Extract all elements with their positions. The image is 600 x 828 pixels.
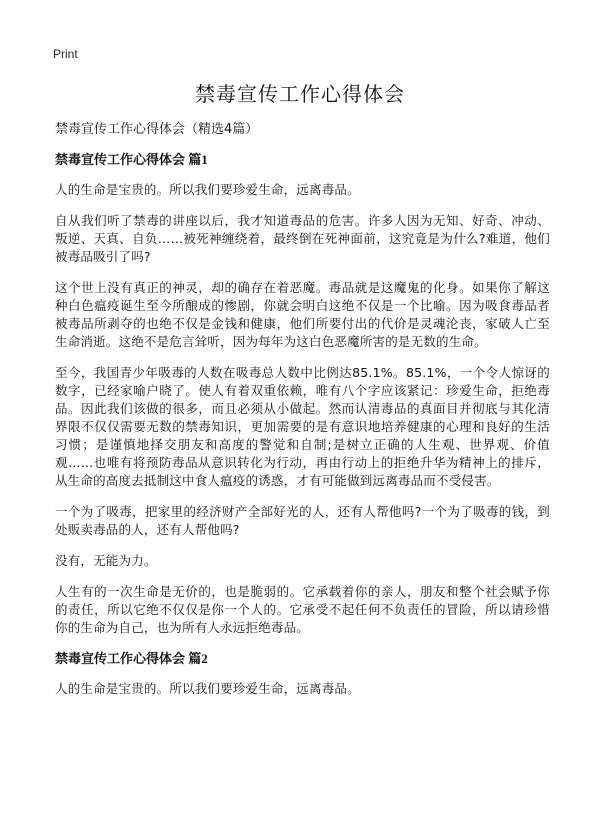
paragraph: 人的生命是宝贵的。所以我们要珍爱生命，远离毒品。 [55, 681, 360, 696]
paragraph: 自从我们听了禁毒的讲座以后，我才知道毒品的危害。许多人因为无知、好奇、冲动、叛逆、天真、自负……被死神缠绕着，最终倒在死神面前，这究竟是为什么?难道，他们被毒品吸引了吗? [55, 213, 550, 264]
page-title: 禁毒宣传工作心得体会 [195, 82, 405, 106]
paragraph: 至今，我国青少年吸毒的人数在吸毒总人数中比例达85.1%。85.1%，一个令人惊讶的数字，已经家喻户晓了。使人有着双重依赖，唯有八个字应该紧记：珍爱生命，拒绝毒品。因此我们该做的很多，而且必须从小做起。然而认清毒品的真面目并彻底与其化清界限不仅仅需要无数的禁毒知识，更加需要的是有意识地培养健康的心理和良好的生活习惯；是谨慎地择交朋友和高度的警觉和自制;是树立正确的人生观、世界观、价值观……也唯有将预防毒品从意识转化为行动，再由行动上的拒绝升华为精神上的排斥，从生命的高度去抵制这中食人瘟疫的诱惑，才有可能做到远离毒品而不受侵害。 [55, 365, 550, 488]
section-heading-2: 禁毒宣传工作心得体会 篇2 [55, 651, 208, 666]
paragraph: 没有，无能为力。 [55, 553, 157, 568]
paragraph: 人的生命是宝贵的。所以我们要珍爱生命，远离毒品。 [55, 182, 360, 197]
document-subtitle: 禁毒宣传工作心得体会（精选4篇） [55, 122, 259, 137]
section-heading-1: 禁毒宣传工作心得体会 篇1 [55, 152, 208, 167]
paragraph: 一个为了吸毒，把家里的经济财产全部好光的人，还有人帮他吗?一个为了吸毒的钱，到处贩卖毒品的人，还有人帮他吗? [55, 504, 550, 537]
paragraph: 这个世上没有真正的神灵，却的确存在着恶魔。毒品就是这魔鬼的化身。如果你了解这种白色瘟疫诞生至今所酿成的惨剧，你就会明白这绝不仅是一个比喻。因为吸食毒品者被毒品所剥夺的也绝不仅是金钱和健康，他们所要付出的代价是灵魂沦丧，家破人亡至生命消逝。这绝不是危言耸听，因为每年为这白色恶魔所害的是无数的生命。 [55, 280, 550, 349]
paragraph: 人生有的一次生命是无价的，也是脆弱的。它承载着你的亲人，朋友和整个社会赋予你的责任，所以它绝不仅仅是你一个人的。它承受不起任何不负责任的冒险，所以请珍惜你的生命为自己，也为所有人永远拒绝毒品。 [55, 584, 550, 635]
print-link[interactable]: Print [53, 47, 78, 61]
document-body [55, 121, 550, 711]
